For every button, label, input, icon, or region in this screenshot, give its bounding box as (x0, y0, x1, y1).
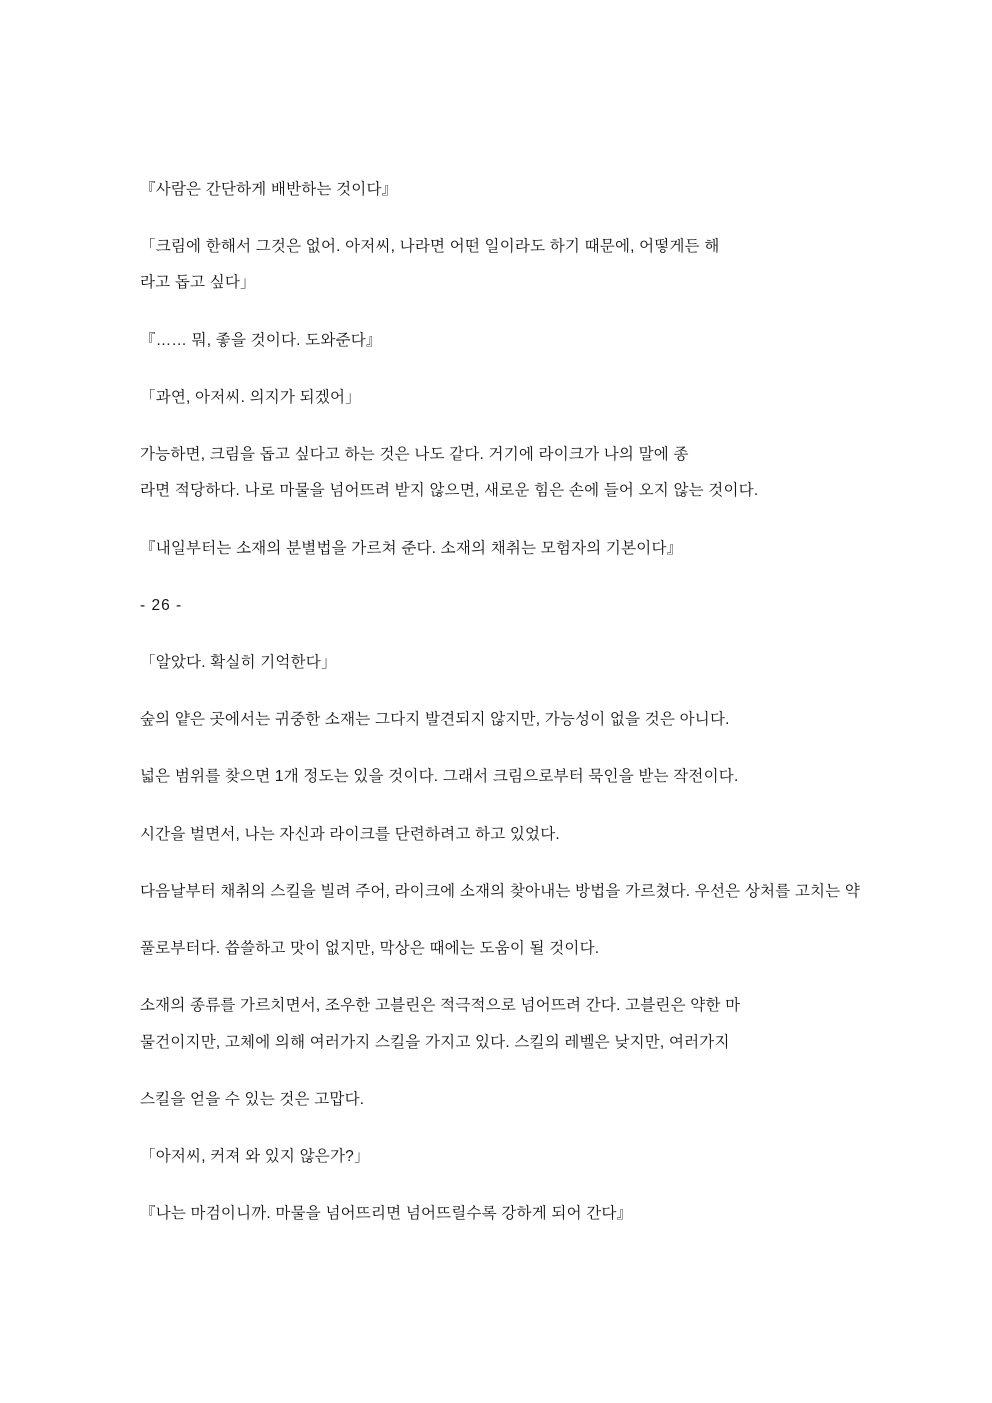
page-number: - 26 - (140, 596, 183, 614)
paragraph: 풀로부터다. 씁쓸하고 맛이 없지만, 막상은 때에는 도움이 될 것이다. (140, 940, 600, 958)
paragraph: 『나는 마검이니까. 마물을 넘어뜨리면 넘어뜨릴수록 강하게 되어 간다』 (140, 1205, 633, 1223)
paragraph: 소재의 종류를 가르치면서, 조우한 고블린은 적극적으로 넘어뜨려 간다. 고블린은 약한 마 (140, 997, 741, 1015)
paragraph: 다음날부터 채취의 스킬을 빌려 주어, 라이크에 소재의 찾아내는 방법을 가르쳤다. 우선은 상처를 고치는 약 (140, 882, 861, 900)
document-text-body (140, 175, 872, 1229)
paragraph: 라면 적당하다. 나로 마물을 넘어뜨려 받지 않으면, 새로운 힘은 손에 들어 오지 않는 것이다. (140, 482, 759, 500)
paragraph: 스킬을 얻을 수 있는 것은 고맙다. (140, 1090, 365, 1108)
paragraph: 『사람은 간단하게 배반하는 것이다』 (140, 181, 398, 198)
paragraph: 넓은 범위를 찾으면 1개 정도는 있을 것이다. 그래서 크림으로부터 묵인을 받는 작전이다. (140, 768, 739, 786)
paragraph: 숲의 얕은 곳에서는 귀중한 소재는 그다지 발견되지 않지만, 가능성이 없을 것은 아니다. (140, 711, 730, 729)
paragraph: 가능하면, 크림을 돕고 싶다고 하는 것은 나도 같다. 거기에 라이크가 나의 말에 종 (140, 446, 689, 464)
paragraph: 『내일부터는 소재의 분별법을 가르쳐 준다. 소재의 채취는 모험자의 기본이다』 (140, 539, 683, 557)
paragraph: 물건이지만, 고체에 의해 여러가지 스킬을 가지고 있다. 스킬의 레벨은 낮지만, 여러가지 (140, 1033, 730, 1051)
paragraph: 「크림에 한해서 그것은 없어. 아저씨, 나라면 어떤 일이라도 하기 때문에, 어떻게든 해 (140, 238, 720, 256)
paragraph: 「알았다. 확실히 기억한다」 (140, 653, 337, 671)
paragraph: 『…… 뭐, 좋을 것이다. 도와준다』 (140, 331, 382, 349)
paragraph: 「과연, 아저씨. 의지가 되겠어」 (140, 388, 361, 406)
paragraph: 시간을 벌면서, 나는 자신과 라이크를 단련하려고 하고 있었다. (140, 825, 560, 843)
paragraph: 라고 돕고 싶다」 (140, 274, 256, 292)
paragraph: 「아저씨, 커져 와 있지 않은가?」 (140, 1147, 370, 1165)
